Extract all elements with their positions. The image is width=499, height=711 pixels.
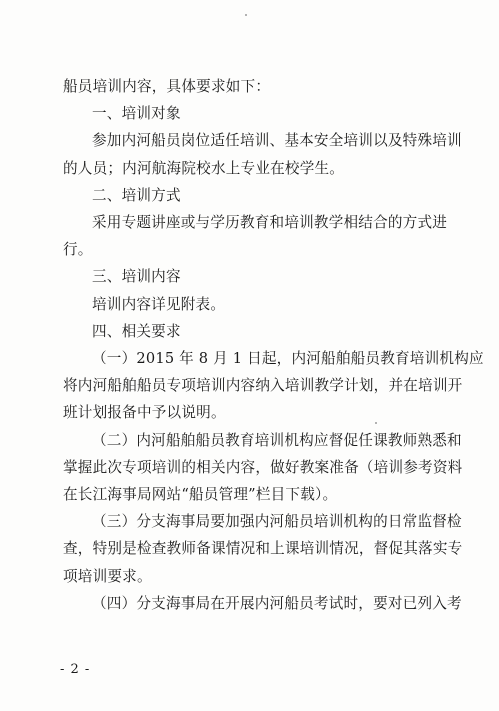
body-text-line: 在长江海事局网站“船员管理”栏目下载）。 [63,486,338,504]
body-text-line: （二）内河船舶船员教育培训机构应督促任课教师熟悉和 [92,431,462,449]
body-text-line: 班计划报备中予以说明。 [63,404,226,422]
body-text-line: 船员培训内容，具体要求如下： [63,78,271,95]
body-text-line: 的人员；内河航海院校水上专业在校学生。 [63,159,345,177]
document-body [63,73,484,617]
body-text-line: 行。 [63,241,93,259]
body-text-line: （一）2015 年 8 月 1 日起，内河船舶船员教育培训机构应 [92,350,484,368]
body-text-line: （四）分支海事局在开展内河船员考试时，要对已列入考 [92,594,462,612]
body-text-line: 培训内容详见附表。 [92,295,226,313]
body-text-line: 项培训要求。 [63,567,152,585]
page-number: - 2 - [60,662,91,677]
section-heading-target: 一、培训对象 [92,105,181,123]
body-text-line: 参加内河船员岗位适任培训、基本安全培训以及特殊培训 [92,132,462,150]
section-heading-content: 三、培训内容 [92,268,181,286]
body-text-line: 掌握此次专项培训的相关内容，做好教案准备（培训参考资料 [63,458,463,476]
body-text-line: 将内河船舶船员专项培训内容纳入培训教学计划，并在培训开 [63,377,463,395]
section-heading-requirements: 四、相关要求 [92,322,181,340]
body-text-line: 查，特别是检查教师备课情况和上课培训情况，督促其落实专 [63,540,463,558]
scan-speck [245,14,247,16]
body-text-line: （三）分支海事局要加强内河船员培训机构的日常监督检 [92,513,462,531]
body-text-line: 采用专题讲座或与学历教育和培训教学相结合的方式进 [92,214,448,232]
section-heading-method: 二、培训方式 [92,186,181,204]
